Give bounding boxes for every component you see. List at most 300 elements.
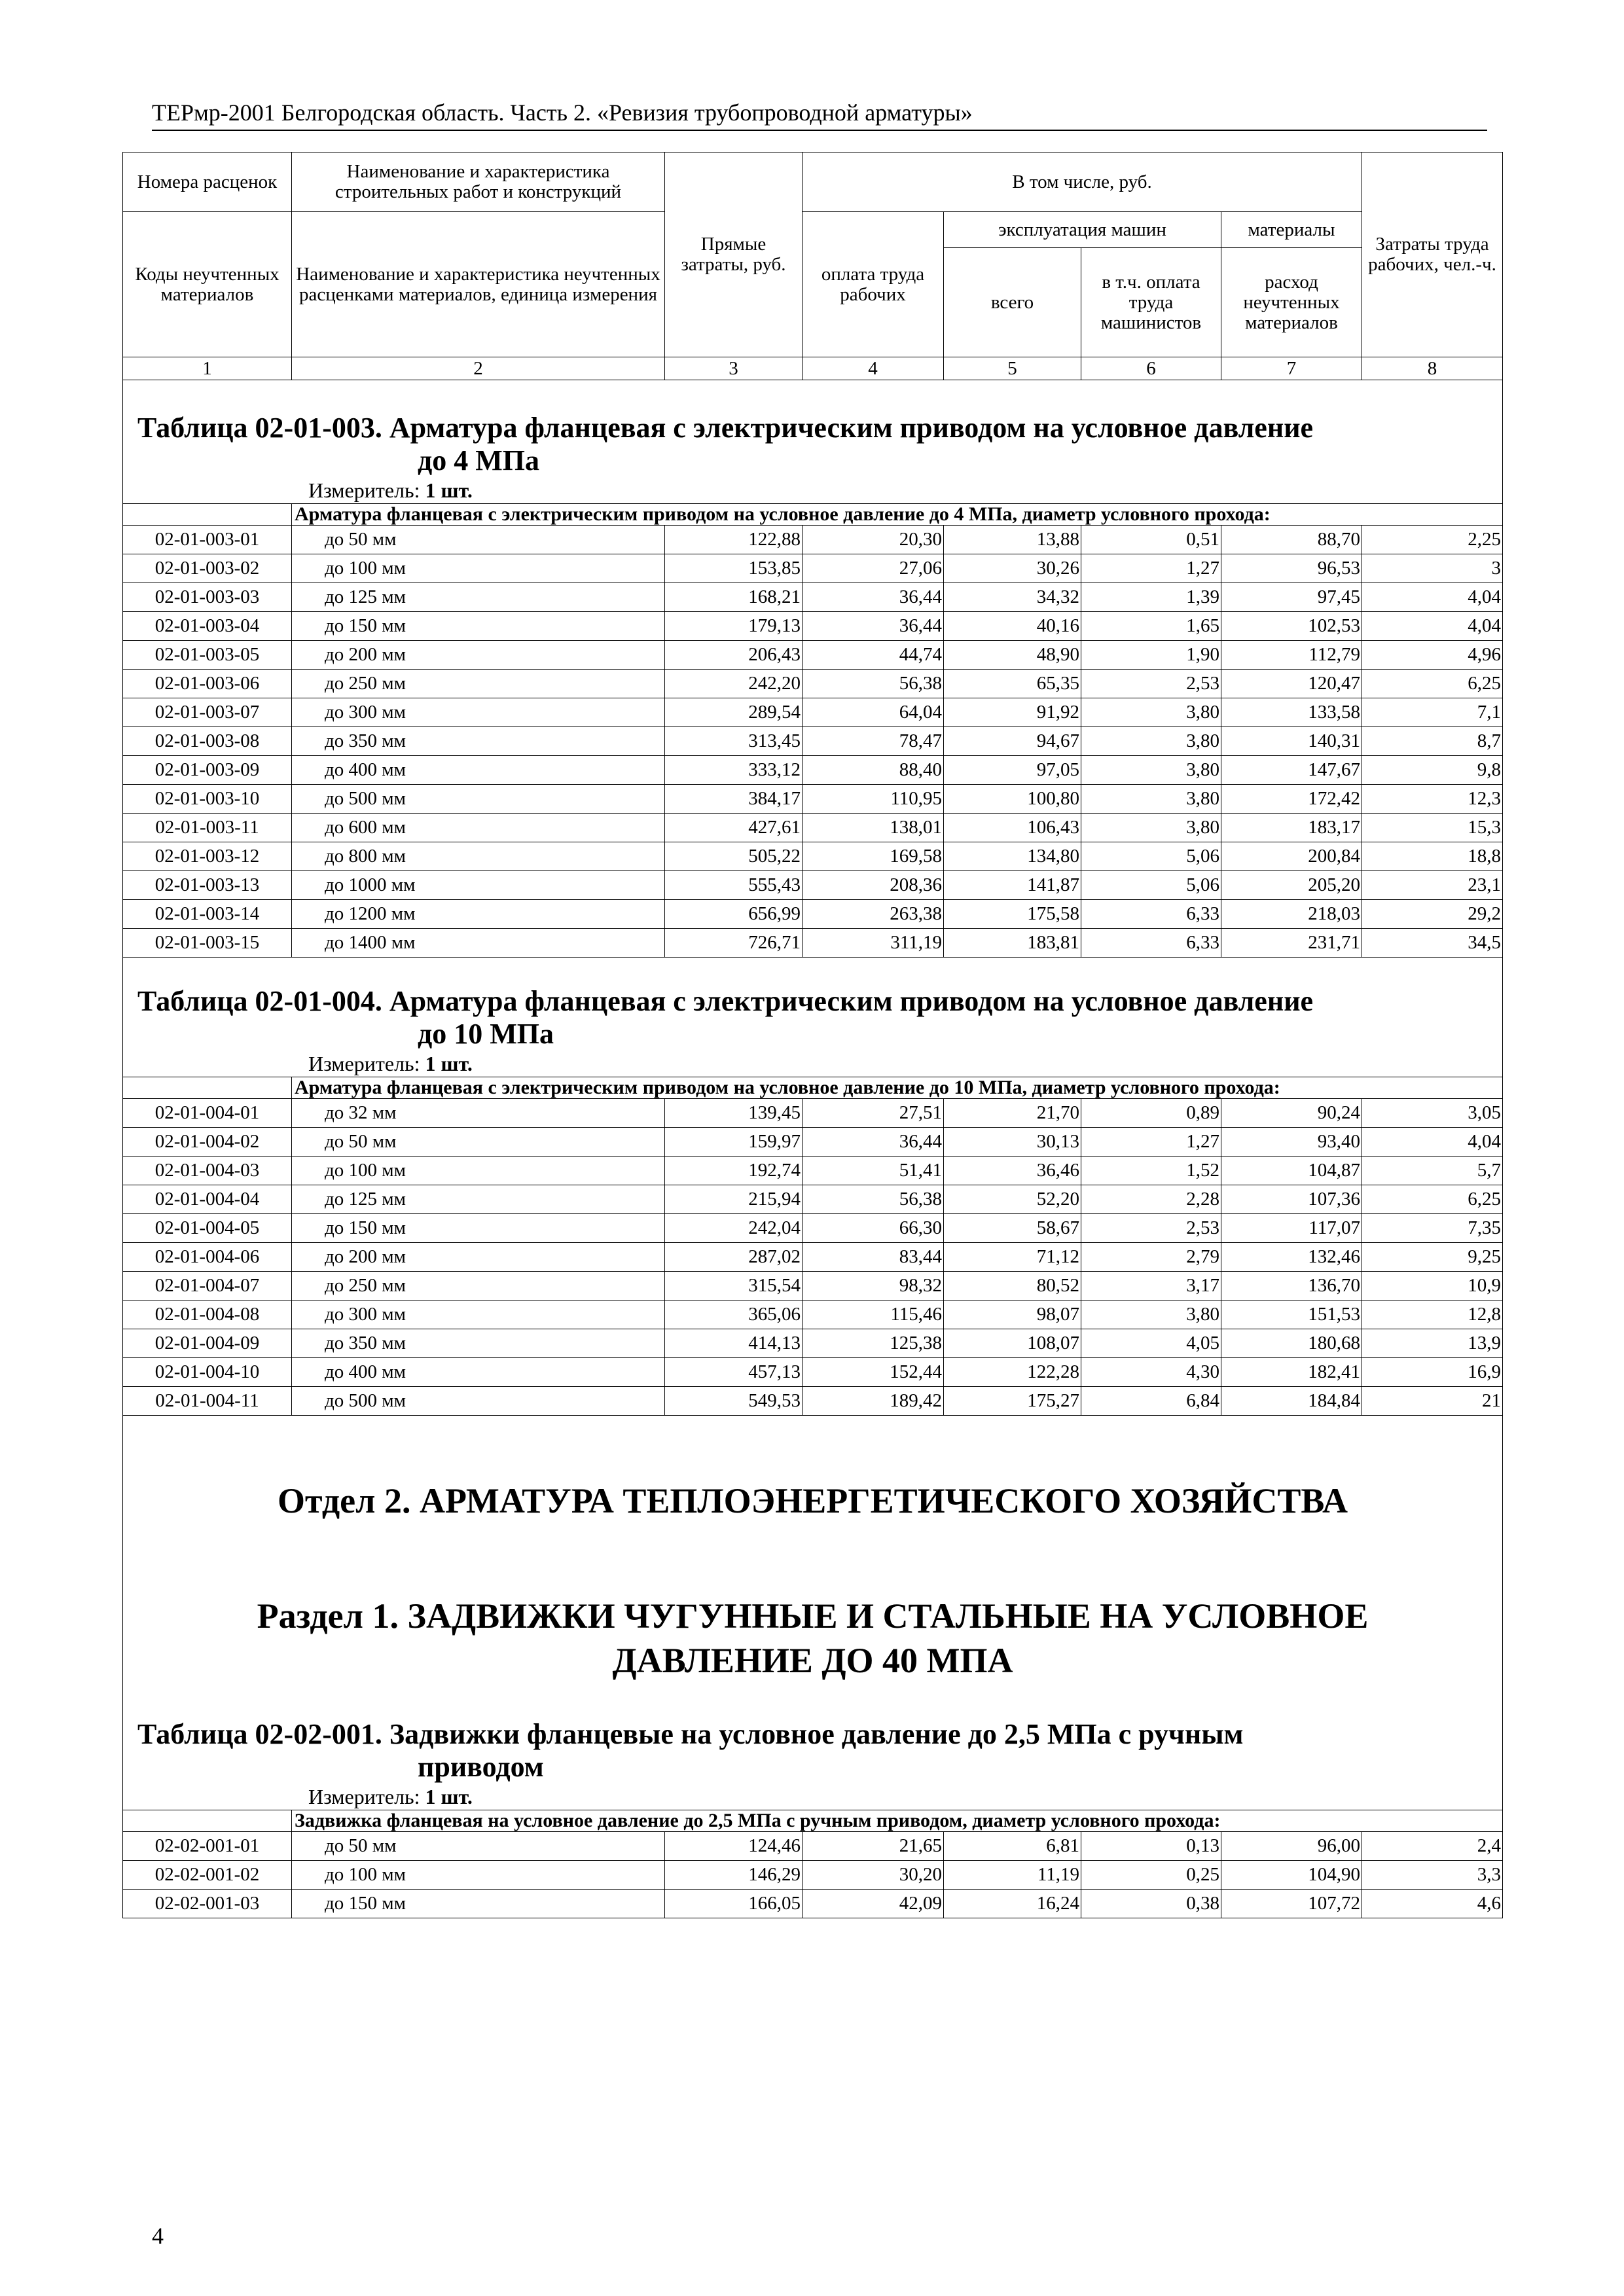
estimate-table — [122, 152, 1503, 1918]
material-cost: 200,84 — [1221, 842, 1362, 871]
machine-cost: 52,20 — [944, 1185, 1081, 1214]
item-name: до 1000 мм — [292, 871, 665, 900]
labor-pay: 27,51 — [803, 1099, 944, 1128]
labor-hours: 12,8 — [1362, 1300, 1503, 1329]
column-number: 2 — [292, 357, 665, 380]
machinist-pay: 1,52 — [1081, 1157, 1221, 1185]
machinist-pay: 3,17 — [1081, 1272, 1221, 1300]
direct-cost: 365,06 — [665, 1300, 803, 1329]
item-name: до 200 мм — [292, 1243, 665, 1272]
section-title-row — [123, 1594, 1503, 1683]
labor-hours: 4,96 — [1362, 641, 1503, 670]
rate-code: 02-01-003-14 — [123, 900, 292, 929]
machine-cost: 175,58 — [944, 900, 1081, 929]
labor-hours: 2,4 — [1362, 1832, 1503, 1861]
labor-pay: 115,46 — [803, 1300, 944, 1329]
machinist-pay: 1,27 — [1081, 554, 1221, 583]
measure-label: Измеритель: — [308, 1785, 420, 1808]
table-row — [123, 929, 1503, 958]
direct-cost: 315,54 — [665, 1272, 803, 1300]
material-cost: 151,53 — [1221, 1300, 1362, 1329]
item-name: до 100 мм — [292, 1861, 665, 1890]
direct-cost: 159,97 — [665, 1128, 803, 1157]
item-name: до 350 мм — [292, 1329, 665, 1358]
machinist-pay: 1,27 — [1081, 1128, 1221, 1157]
rate-code: 02-01-004-05 — [123, 1214, 292, 1243]
rate-code: 02-02-001-03 — [123, 1890, 292, 1918]
spacer-row — [123, 1416, 1503, 1479]
table-title — [123, 1718, 1502, 1784]
section-title-line2: ДАВЛЕНИЕ ДО 40 МПА — [612, 1641, 1013, 1680]
machinist-pay: 3,80 — [1081, 1300, 1221, 1329]
material-cost: 120,47 — [1221, 670, 1362, 698]
col6-header: в т.ч. оплата труда машинистов — [1081, 248, 1221, 357]
labor-hours: 16,9 — [1362, 1358, 1503, 1387]
col3-header: Прямые затраты, руб. — [665, 152, 803, 357]
table-row — [123, 1272, 1503, 1300]
labor-hours: 5,7 — [1362, 1157, 1503, 1185]
direct-cost: 206,43 — [665, 641, 803, 670]
item-name: до 400 мм — [292, 1358, 665, 1387]
table-row — [123, 785, 1503, 814]
rate-code: 02-01-003-05 — [123, 641, 292, 670]
labor-pay: 21,65 — [803, 1832, 944, 1861]
machinist-pay: 3,80 — [1081, 785, 1221, 814]
col4-header: оплата труда рабочих — [803, 212, 944, 357]
machine-cost: 30,13 — [944, 1128, 1081, 1157]
item-name: до 600 мм — [292, 814, 665, 842]
machine-cost: 100,80 — [944, 785, 1081, 814]
machinist-pay: 5,06 — [1081, 871, 1221, 900]
machine-cost: 183,81 — [944, 929, 1081, 958]
subheading-row — [123, 504, 1503, 526]
material-cost: 218,03 — [1221, 900, 1362, 929]
machinist-pay: 0,25 — [1081, 1861, 1221, 1890]
table-row — [123, 554, 1503, 583]
material-cost: 182,41 — [1221, 1358, 1362, 1387]
measure-label: Измеритель: — [308, 478, 420, 502]
item-name: до 125 мм — [292, 1185, 665, 1214]
measure-value: 1 шт. — [425, 1785, 473, 1808]
table-row — [123, 1300, 1503, 1329]
direct-cost: 146,29 — [665, 1861, 803, 1890]
labor-hours: 4,04 — [1362, 1128, 1503, 1157]
direct-cost: 333,12 — [665, 756, 803, 785]
material-cost: 107,36 — [1221, 1185, 1362, 1214]
labor-hours: 2,25 — [1362, 526, 1503, 554]
machines-header: эксплуатация машин — [944, 212, 1221, 248]
item-name: до 200 мм — [292, 641, 665, 670]
direct-cost: 726,71 — [665, 929, 803, 958]
labor-pay: 169,58 — [803, 842, 944, 871]
table-row — [123, 583, 1503, 612]
table-title-line2: приводом — [418, 1751, 544, 1783]
rate-code: 02-01-003-02 — [123, 554, 292, 583]
labor-hours: 7,1 — [1362, 698, 1503, 727]
item-name: до 250 мм — [292, 670, 665, 698]
labor-pay: 110,95 — [803, 785, 944, 814]
labor-hours: 29,2 — [1362, 900, 1503, 929]
machine-cost: 134,80 — [944, 842, 1081, 871]
machine-cost: 40,16 — [944, 612, 1081, 641]
direct-cost: 215,94 — [665, 1185, 803, 1214]
rate-code: 02-01-003-01 — [123, 526, 292, 554]
table-title-line2: до 4 МПа — [418, 444, 540, 476]
labor-hours: 15,3 — [1362, 814, 1503, 842]
labor-pay: 138,01 — [803, 814, 944, 842]
column-number: 4 — [803, 357, 944, 380]
column-number: 5 — [944, 357, 1081, 380]
machinist-pay: 2,53 — [1081, 670, 1221, 698]
labor-hours: 13,9 — [1362, 1329, 1503, 1358]
item-name: до 100 мм — [292, 1157, 665, 1185]
labor-pay: 98,32 — [803, 1272, 944, 1300]
machinist-pay: 2,28 — [1081, 1185, 1221, 1214]
machine-cost: 71,12 — [944, 1243, 1081, 1272]
labor-pay: 51,41 — [803, 1157, 944, 1185]
labor-hours: 21 — [1362, 1387, 1503, 1416]
rate-code: 02-01-003-06 — [123, 670, 292, 698]
col5-header: всего — [944, 248, 1081, 357]
item-name: до 300 мм — [292, 1300, 665, 1329]
direct-cost: 555,43 — [665, 871, 803, 900]
machine-cost: 94,67 — [944, 727, 1081, 756]
table-title-line1: Таблица 02-01-004. Арматура фланцевая с электрическим приводом на условное давление — [137, 985, 1314, 1017]
subheading-row — [123, 1077, 1503, 1099]
rate-code: 02-01-003-12 — [123, 842, 292, 871]
labor-hours: 10,9 — [1362, 1272, 1503, 1300]
rate-code: 02-01-003-15 — [123, 929, 292, 958]
rate-code: 02-02-001-01 — [123, 1832, 292, 1861]
item-name: до 150 мм — [292, 1214, 665, 1243]
machinist-pay: 1,39 — [1081, 583, 1221, 612]
direct-cost: 124,46 — [665, 1832, 803, 1861]
machine-cost: 16,24 — [944, 1890, 1081, 1918]
item-name: до 800 мм — [292, 842, 665, 871]
machinist-pay: 0,51 — [1081, 526, 1221, 554]
table-row — [123, 1214, 1503, 1243]
material-cost: 97,45 — [1221, 583, 1362, 612]
table-row — [123, 727, 1503, 756]
direct-cost: 153,85 — [665, 554, 803, 583]
labor-pay: 56,38 — [803, 670, 944, 698]
labor-pay: 42,09 — [803, 1890, 944, 1918]
rate-code: 02-01-004-03 — [123, 1157, 292, 1185]
page-number: 4 — [152, 2223, 164, 2249]
material-cost: 147,67 — [1221, 756, 1362, 785]
direct-cost: 656,99 — [665, 900, 803, 929]
material-cost: 90,24 — [1221, 1099, 1362, 1128]
machine-cost: 122,28 — [944, 1358, 1081, 1387]
direct-cost: 384,17 — [665, 785, 803, 814]
item-name: до 32 мм — [292, 1099, 665, 1128]
spacer-row — [123, 1683, 1503, 1718]
table-title-row — [123, 412, 1503, 504]
machine-cost: 98,07 — [944, 1300, 1081, 1329]
table-row — [123, 1099, 1503, 1128]
machine-cost: 13,88 — [944, 526, 1081, 554]
item-name: до 350 мм — [292, 727, 665, 756]
machinist-pay: 2,79 — [1081, 1243, 1221, 1272]
rate-code: 02-01-003-03 — [123, 583, 292, 612]
machinist-pay: 3,80 — [1081, 727, 1221, 756]
table-row — [123, 842, 1503, 871]
table-row — [123, 1861, 1503, 1890]
labor-pay: 56,38 — [803, 1185, 944, 1214]
rate-code: 02-01-003-11 — [123, 814, 292, 842]
machinist-pay: 6,33 — [1081, 900, 1221, 929]
direct-cost: 549,53 — [665, 1387, 803, 1416]
section-title — [123, 1594, 1502, 1683]
table-title-line1: Таблица 02-01-003. Арматура фланцевая с электрическим приводом на условное давление — [137, 412, 1314, 444]
material-cost: 184,84 — [1221, 1387, 1362, 1416]
machine-cost: 97,05 — [944, 756, 1081, 785]
subheading: Арматура фланцевая с электрическим приводом на условное давление до 4 МПа, диаметр условного прохода: — [292, 504, 1503, 526]
labor-pay: 36,44 — [803, 583, 944, 612]
table-row — [123, 1832, 1503, 1861]
measure-line — [123, 1784, 1502, 1810]
material-cost: 96,00 — [1221, 1832, 1362, 1861]
material-cost: 102,53 — [1221, 612, 1362, 641]
labor-pay: 88,40 — [803, 756, 944, 785]
page-running-header: ТЕРмр-2001 Белгородская область. Часть 2. «Ревизия трубопроводной арматуры» — [152, 98, 1487, 131]
section-title-row — [123, 1479, 1503, 1523]
table-row — [123, 698, 1503, 727]
rate-code: 02-01-004-09 — [123, 1329, 292, 1358]
machine-cost: 6,81 — [944, 1832, 1081, 1861]
machinist-pay: 6,84 — [1081, 1387, 1221, 1416]
labor-pay: 152,44 — [803, 1358, 944, 1387]
table-row — [123, 1128, 1503, 1157]
machine-cost: 11,19 — [944, 1861, 1081, 1890]
direct-cost: 457,13 — [665, 1358, 803, 1387]
labor-pay: 263,38 — [803, 900, 944, 929]
labor-pay: 36,44 — [803, 1128, 944, 1157]
labor-pay: 36,44 — [803, 612, 944, 641]
table-title-line1: Таблица 02-02-001. Задвижки фланцевые на условное давление до 2,5 МПа с ручным — [137, 1718, 1244, 1750]
column-number: 7 — [1221, 357, 1362, 380]
labor-hours: 6,25 — [1362, 1185, 1503, 1214]
rate-code: 02-01-004-10 — [123, 1358, 292, 1387]
table-row — [123, 756, 1503, 785]
measure-label: Измеритель: — [308, 1052, 420, 1075]
labor-hours: 34,5 — [1362, 929, 1503, 958]
labor-hours: 3 — [1362, 554, 1503, 583]
table-row — [123, 1358, 1503, 1387]
material-cost: 180,68 — [1221, 1329, 1362, 1358]
measure-value: 1 шт. — [425, 1052, 473, 1075]
table-row — [123, 871, 1503, 900]
material-cost: 172,42 — [1221, 785, 1362, 814]
measure-line — [123, 1050, 1502, 1077]
material-cost: 112,79 — [1221, 641, 1362, 670]
material-cost: 205,20 — [1221, 871, 1362, 900]
item-name: до 100 мм — [292, 554, 665, 583]
labor-pay: 311,19 — [803, 929, 944, 958]
machinist-pay: 6,33 — [1081, 929, 1221, 958]
table-row — [123, 900, 1503, 929]
header-row-1 — [123, 152, 1503, 212]
labor-hours: 3,05 — [1362, 1099, 1503, 1128]
table-row — [123, 641, 1503, 670]
table-title-row — [123, 1718, 1503, 1810]
labor-pay: 64,04 — [803, 698, 944, 727]
table-row — [123, 1157, 1503, 1185]
item-name: до 150 мм — [292, 1890, 665, 1918]
material-cost: 117,07 — [1221, 1214, 1362, 1243]
group-header: В том числе, руб. — [803, 152, 1362, 212]
machinist-pay: 0,89 — [1081, 1099, 1221, 1128]
item-name: до 150 мм — [292, 612, 665, 641]
direct-cost: 287,02 — [665, 1243, 803, 1272]
machinist-pay: 4,05 — [1081, 1329, 1221, 1358]
labor-pay: 208,36 — [803, 871, 944, 900]
col2-bottom-header: Наименование и характеристика неучтенных расценками материалов, единица измерения — [292, 212, 665, 357]
machine-cost: 58,67 — [944, 1214, 1081, 1243]
machinist-pay: 4,30 — [1081, 1358, 1221, 1387]
item-name: до 250 мм — [292, 1272, 665, 1300]
machinist-pay: 5,06 — [1081, 842, 1221, 871]
item-name: до 500 мм — [292, 785, 665, 814]
machinist-pay: 3,80 — [1081, 756, 1221, 785]
table-row — [123, 1329, 1503, 1358]
labor-pay: 83,44 — [803, 1243, 944, 1272]
subheading: Арматура фланцевая с электрическим приводом на условное давление до 10 МПа, диаметр условного прохода: — [292, 1077, 1503, 1099]
section-title-line1: Раздел 1. ЗАДВИЖКИ ЧУГУННЫЕ И СТАЛЬНЫЕ НА УСЛОВНОЕ — [257, 1596, 1369, 1636]
direct-cost: 166,05 — [665, 1890, 803, 1918]
labor-pay: 30,20 — [803, 1861, 944, 1890]
item-name: до 50 мм — [292, 1128, 665, 1157]
rate-code: 02-01-003-04 — [123, 612, 292, 641]
col1-bottom-header: Коды неучтенных материалов — [123, 212, 292, 357]
spacer-row — [123, 958, 1503, 986]
item-name: до 1400 мм — [292, 929, 665, 958]
labor-hours: 3,3 — [1362, 1861, 1503, 1890]
rate-code: 02-01-003-13 — [123, 871, 292, 900]
labor-hours: 7,35 — [1362, 1214, 1503, 1243]
spacer-row — [123, 380, 1503, 412]
table-row — [123, 814, 1503, 842]
spacer-row — [123, 1523, 1503, 1594]
direct-cost: 313,45 — [665, 727, 803, 756]
section-title — [123, 1479, 1502, 1523]
rate-code: 02-01-003-08 — [123, 727, 292, 756]
rate-code: 02-01-004-04 — [123, 1185, 292, 1214]
machine-cost: 65,35 — [944, 670, 1081, 698]
machine-cost: 106,43 — [944, 814, 1081, 842]
rate-code: 02-01-003-10 — [123, 785, 292, 814]
col2-top-header: Наименование и характеристика строительных работ и конструкций — [292, 152, 665, 212]
labor-pay: 66,30 — [803, 1214, 944, 1243]
material-cost: 140,31 — [1221, 727, 1362, 756]
column-numbers-row — [123, 357, 1503, 380]
machine-cost: 80,52 — [944, 1272, 1081, 1300]
machinist-pay: 1,65 — [1081, 612, 1221, 641]
material-cost: 104,90 — [1221, 1861, 1362, 1890]
column-number: 3 — [665, 357, 803, 380]
item-name: до 400 мм — [292, 756, 665, 785]
materials-header: материалы — [1221, 212, 1362, 248]
labor-hours: 4,04 — [1362, 583, 1503, 612]
labor-hours: 6,25 — [1362, 670, 1503, 698]
rate-code: 02-01-003-09 — [123, 756, 292, 785]
labor-hours: 18,8 — [1362, 842, 1503, 871]
rate-code: 02-01-004-01 — [123, 1099, 292, 1128]
material-cost: 132,46 — [1221, 1243, 1362, 1272]
labor-hours: 23,1 — [1362, 871, 1503, 900]
material-cost: 104,87 — [1221, 1157, 1362, 1185]
table-row — [123, 1243, 1503, 1272]
labor-pay: 189,42 — [803, 1387, 944, 1416]
table-title — [123, 412, 1502, 477]
material-cost: 136,70 — [1221, 1272, 1362, 1300]
machinist-pay: 1,90 — [1081, 641, 1221, 670]
measure-line — [123, 477, 1502, 503]
material-cost: 231,71 — [1221, 929, 1362, 958]
rate-code: 02-01-004-02 — [123, 1128, 292, 1157]
table-row — [123, 1185, 1503, 1214]
machinist-pay: 0,38 — [1081, 1890, 1221, 1918]
table-title-line2: до 10 МПа — [418, 1018, 554, 1050]
machine-cost: 175,27 — [944, 1387, 1081, 1416]
machine-cost: 91,92 — [944, 698, 1081, 727]
labor-pay: 20,30 — [803, 526, 944, 554]
col7-header: расход неучтенных материалов — [1221, 248, 1362, 357]
labor-hours: 9,8 — [1362, 756, 1503, 785]
labor-hours: 4,04 — [1362, 612, 1503, 641]
item-name: до 1200 мм — [292, 900, 665, 929]
machinist-pay: 0,13 — [1081, 1832, 1221, 1861]
labor-pay: 125,38 — [803, 1329, 944, 1358]
table-title-row — [123, 985, 1503, 1077]
direct-cost: 192,74 — [665, 1157, 803, 1185]
rate-code: 02-01-004-06 — [123, 1243, 292, 1272]
labor-hours: 9,25 — [1362, 1243, 1503, 1272]
machine-cost: 48,90 — [944, 641, 1081, 670]
machinist-pay: 3,80 — [1081, 698, 1221, 727]
direct-cost: 139,45 — [665, 1099, 803, 1128]
direct-cost: 242,04 — [665, 1214, 803, 1243]
material-cost: 183,17 — [1221, 814, 1362, 842]
item-name: до 500 мм — [292, 1387, 665, 1416]
material-cost: 107,72 — [1221, 1890, 1362, 1918]
table-row — [123, 1890, 1503, 1918]
machinist-pay: 3,80 — [1081, 814, 1221, 842]
col1-top-header: Номера расценок — [123, 152, 292, 212]
table-row — [123, 612, 1503, 641]
direct-cost: 414,13 — [665, 1329, 803, 1358]
labor-hours: 8,7 — [1362, 727, 1503, 756]
direct-cost: 122,88 — [665, 526, 803, 554]
machinist-pay: 2,53 — [1081, 1214, 1221, 1243]
item-name: до 50 мм — [292, 1832, 665, 1861]
machine-cost: 30,26 — [944, 554, 1081, 583]
item-name: до 50 мм — [292, 526, 665, 554]
subheading-row — [123, 1810, 1503, 1832]
col8-header: Затраты труда рабочих, чел.-ч. — [1362, 152, 1503, 357]
item-name: до 125 мм — [292, 583, 665, 612]
direct-cost: 289,54 — [665, 698, 803, 727]
direct-cost: 179,13 — [665, 612, 803, 641]
table-row — [123, 526, 1503, 554]
table-row — [123, 1387, 1503, 1416]
rate-code: 02-01-004-07 — [123, 1272, 292, 1300]
item-name: до 300 мм — [292, 698, 665, 727]
machine-cost: 108,07 — [944, 1329, 1081, 1358]
table-row — [123, 670, 1503, 698]
column-number: 6 — [1081, 357, 1221, 380]
header-row-2 — [123, 212, 1503, 248]
